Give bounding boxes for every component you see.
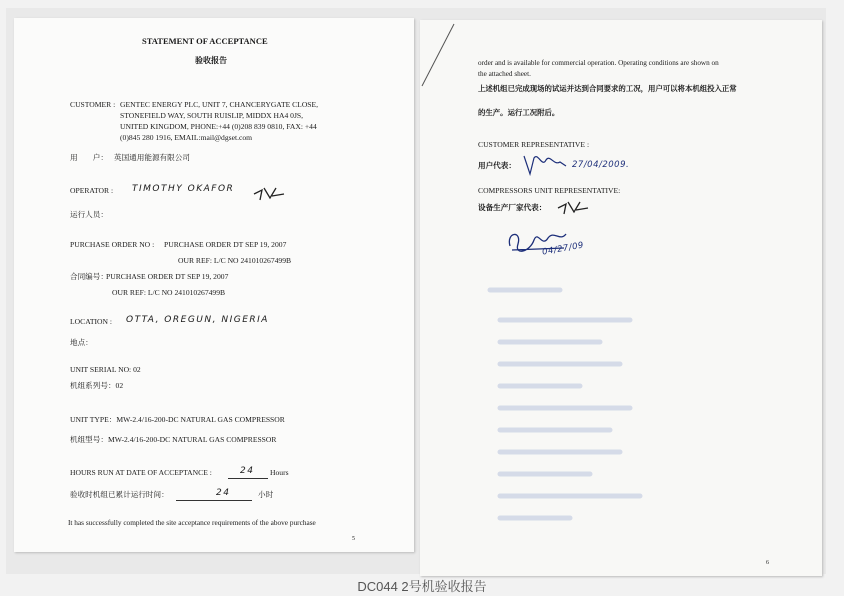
hours-cn-value: 24: [216, 488, 231, 498]
location-label: LOCATION :: [70, 317, 112, 326]
customer-label: CUSTOMER :: [70, 100, 116, 109]
po-cn-value: PURCHASE ORDER DT SEP 19, 2007: [106, 272, 229, 281]
document-title: STATEMENT OF ACCEPTANCE: [142, 36, 268, 46]
po-value: PURCHASE ORDER DT SEP 19, 2007: [164, 240, 287, 249]
hours-unit: Hours: [270, 468, 289, 477]
compressor-rep-cn-label: 设备生产厂家代表：: [478, 203, 547, 212]
po-label: PURCHASE ORDER NO :: [70, 240, 155, 249]
hours-underline: [228, 478, 268, 479]
right-page: [420, 20, 822, 576]
completion-text: It has successfully completed the site acceptance requirements of the above purchase: [68, 518, 316, 527]
right-cn-line-2: 的生产。运行工况附后。: [478, 108, 560, 117]
hours-label: HOURS RUN AT DATE OF ACCEPTANCE :: [70, 468, 212, 477]
po-ref: OUR REF: L/C NO 241010267499B: [178, 256, 292, 265]
customer-line-3: UNITED KINGDOM, PHONE:+44 (0)208 839 0810, FAX: +44: [120, 122, 317, 131]
operator-signature: [250, 182, 290, 204]
operator-value: TIMOTHY OKAFOR: [132, 184, 235, 194]
left-page: [14, 18, 414, 552]
serial-label: UNIT SERIAL NO: 02: [70, 365, 141, 374]
hours-cn-underline: [176, 500, 252, 501]
location-value: OTTA, OREGUN, NIGERIA: [126, 315, 269, 325]
customer-cn-label: 用 户：: [70, 153, 108, 162]
page-crease-mark: [420, 20, 460, 90]
compressor-rep-label: COMPRESSORS UNIT REPRESENTATIVE:: [478, 186, 621, 195]
operator-cn-label: 运行人员：: [70, 210, 108, 219]
bleed-through-lines: [480, 280, 730, 540]
left-page-number: 5: [352, 536, 355, 542]
right-line-1: order and is available for commercial operation. Operating conditions are shown on: [478, 59, 719, 67]
image-caption: DC044 2号机验收报告: [357, 579, 487, 594]
compressor-rep-signature: [554, 196, 594, 218]
location-cn-label: 地点：: [70, 338, 93, 347]
customer-rep-cn-label: 用户代表：: [478, 161, 516, 170]
signature-date: 04/27/09: [541, 240, 585, 258]
customer-rep-date: 27/04/2009.: [572, 160, 630, 170]
document-frame: [6, 8, 826, 574]
po-cn-ref: OUR REF: L/C NO 241010267499B: [112, 288, 226, 297]
serial-cn: 机组系列号：02: [70, 381, 124, 390]
right-line-2: the attached sheet.: [478, 70, 531, 78]
right-page-number: 6: [766, 560, 769, 566]
operator-label: OPERATOR :: [70, 186, 114, 195]
right-cn-line-1: 上述机组已完成现场的试运并达到合同要求的工况，用户可以将本机组投入正常: [478, 84, 737, 93]
customer-cn-value: 英国通用能源有限公司: [114, 153, 190, 162]
ghost-text: [450, 138, 452, 146]
document-title-cn: 验收报告: [195, 56, 227, 65]
customer-rep-label: CUSTOMER REPRESENTATIVE :: [478, 140, 590, 149]
customer-line-1: GENTEC ENERGY PLC, UNIT 7, CHANCERYGATE CLOSE,: [120, 100, 319, 109]
po-cn-label: 合同编号：: [70, 272, 108, 281]
customer-line-4: (0)845 280 1916, EMAIL:mail@dgset.com: [120, 133, 253, 142]
customer-rep-signature: [520, 148, 570, 182]
hours-cn-label: 验收时机组已累计运行时间：: [70, 490, 169, 499]
hours-value: 24: [240, 466, 255, 476]
unit-type: UNIT TYPE：MW-2.4/16-200-DC NATURAL GAS COMPRESSOR: [70, 415, 285, 424]
hours-cn-unit: 小时: [258, 490, 274, 499]
customer-line-2: STONEFIELD WAY, SOUTH RUISLIP, MIDDX HA4 0JS,: [120, 111, 304, 120]
unit-type-cn: 机组型号：MW-2.4/16-200-DC NATURAL GAS COMPRESSOR: [70, 435, 277, 444]
